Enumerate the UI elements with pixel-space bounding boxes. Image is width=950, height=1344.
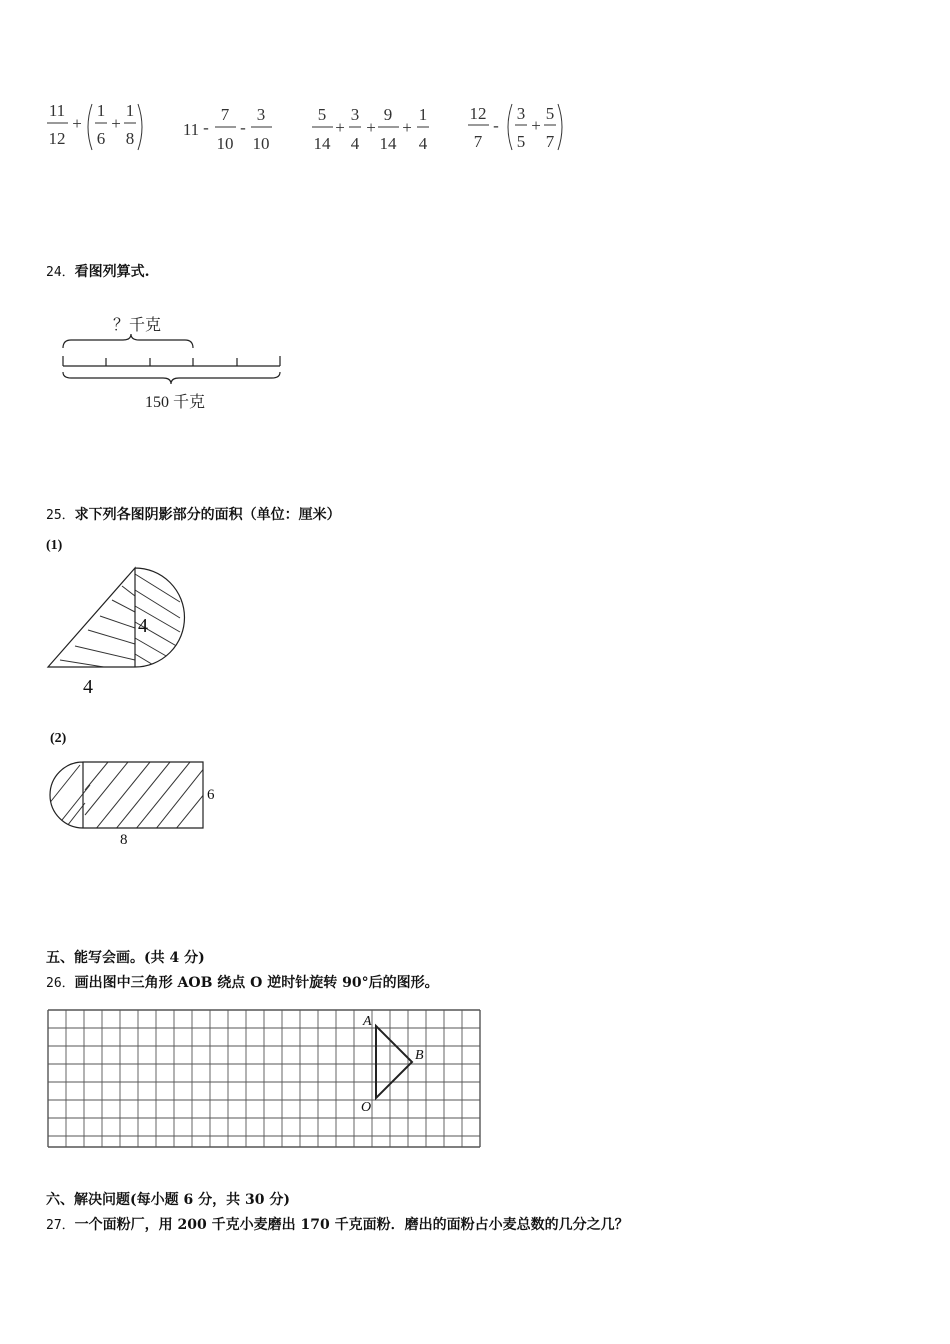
- e3-a-den: 14: [313, 134, 331, 153]
- q27-text: 一个面粉厂，用 200 千克小麦磨出 170 千克面粉．磨出的面粉占小麦总数的几分之几？: [74, 1217, 629, 1233]
- e4-b-num: 3: [516, 104, 526, 123]
- e2-b-den: 10: [252, 134, 270, 153]
- e3-d-den: 4: [418, 134, 428, 153]
- q25-fig2-label: (2): [50, 731, 67, 746]
- e3-op3: +: [402, 118, 412, 137]
- q25-fig2-width-label: 8: [120, 832, 128, 848]
- e1-right-paren: [138, 104, 142, 150]
- q25-text: 求下列各图阴影部分的面积（单位：厘米）: [74, 507, 341, 523]
- q24-text: 看图列算式.: [74, 264, 150, 280]
- q24-number: 24．: [46, 265, 75, 280]
- q25-number: 25．: [46, 508, 75, 523]
- e1-op2: +: [111, 114, 121, 133]
- e4-a-num: 12: [469, 104, 487, 123]
- e1-a-num: 11: [48, 101, 66, 120]
- e2-b-num: 3: [256, 105, 266, 124]
- e3-d-num: 1: [418, 105, 428, 124]
- e4-op1: -: [493, 116, 499, 135]
- q25-fig1-side-label: 4: [138, 615, 148, 637]
- e3-b-den: 4: [350, 134, 360, 153]
- q24-ticks: [63, 356, 280, 366]
- q24-bottom-brace: [63, 372, 280, 384]
- e3-op2: +: [366, 118, 376, 137]
- e4-b-den: 5: [516, 132, 526, 151]
- q25-fig1: [40, 560, 200, 700]
- e2-op2: -: [240, 118, 246, 137]
- q25-fig2-height-label: 6: [207, 787, 215, 803]
- e3-b-num: 3: [350, 105, 360, 124]
- q26-point-a: A: [363, 1014, 372, 1029]
- q26-point-b: B: [415, 1048, 424, 1063]
- q26-gridlines: [48, 1010, 480, 1147]
- e4-right-paren: [558, 104, 562, 150]
- q27-number: 27．: [46, 1218, 75, 1233]
- q25-fig1-base-label: 4: [83, 676, 93, 698]
- e4-c-num: 5: [545, 104, 555, 123]
- section5-title: 五、能写会画。(共 4 分): [46, 950, 205, 966]
- q24-bottom-label: 150 千克: [144, 394, 206, 411]
- q26-point-o: O: [361, 1100, 372, 1115]
- e1-a-den: 12: [48, 129, 66, 148]
- e1-left-paren: [88, 104, 92, 150]
- q25-fig1-outline: [48, 568, 184, 667]
- q24-segment-diagram: [55, 310, 290, 415]
- e3-c-den: 14: [379, 134, 397, 153]
- q27-prompt: [46, 1214, 629, 1234]
- q24-prompt: [46, 261, 150, 281]
- q26-grid[interactable]: [46, 1008, 484, 1153]
- e4-a-den: 7: [473, 132, 483, 151]
- e1-b-den: 6: [96, 129, 106, 148]
- q24-top-label: ？千克: [112, 317, 162, 334]
- q24-top-brace: [63, 334, 193, 348]
- q25-prompt: [46, 504, 341, 524]
- e2-a-den: 10: [216, 134, 234, 153]
- e1-b-num: 1: [96, 101, 106, 120]
- e3-a-num: 5: [317, 105, 327, 124]
- e4-c-den: 7: [545, 132, 555, 151]
- e3-c-num: 9: [383, 105, 393, 124]
- section6-title: 六、解决问题(每小题 6 分，共 30 分): [46, 1192, 290, 1208]
- q26-number: 26．: [46, 976, 75, 991]
- q26-prompt: [46, 972, 439, 992]
- e2-op1: -: [203, 118, 209, 137]
- q26-text: 画出图中三角形 AOB 绕点 O 逆时针旋转 90°后的图形。: [74, 975, 439, 991]
- q25-fig1-label: (1): [46, 538, 63, 553]
- e1-c-den: 8: [125, 129, 135, 148]
- e1-c-num: 1: [125, 101, 135, 120]
- q25-fig2: [40, 755, 230, 850]
- e2-a-num: 7: [220, 105, 230, 124]
- expression-row: [40, 95, 600, 160]
- q26-triangle-aob: [376, 1026, 412, 1098]
- e2-lead: 11: [182, 120, 200, 139]
- e4-op2: +: [531, 116, 541, 135]
- e3-op1: +: [335, 118, 345, 137]
- e1-op1: +: [72, 114, 82, 133]
- e4-left-paren: [508, 104, 512, 150]
